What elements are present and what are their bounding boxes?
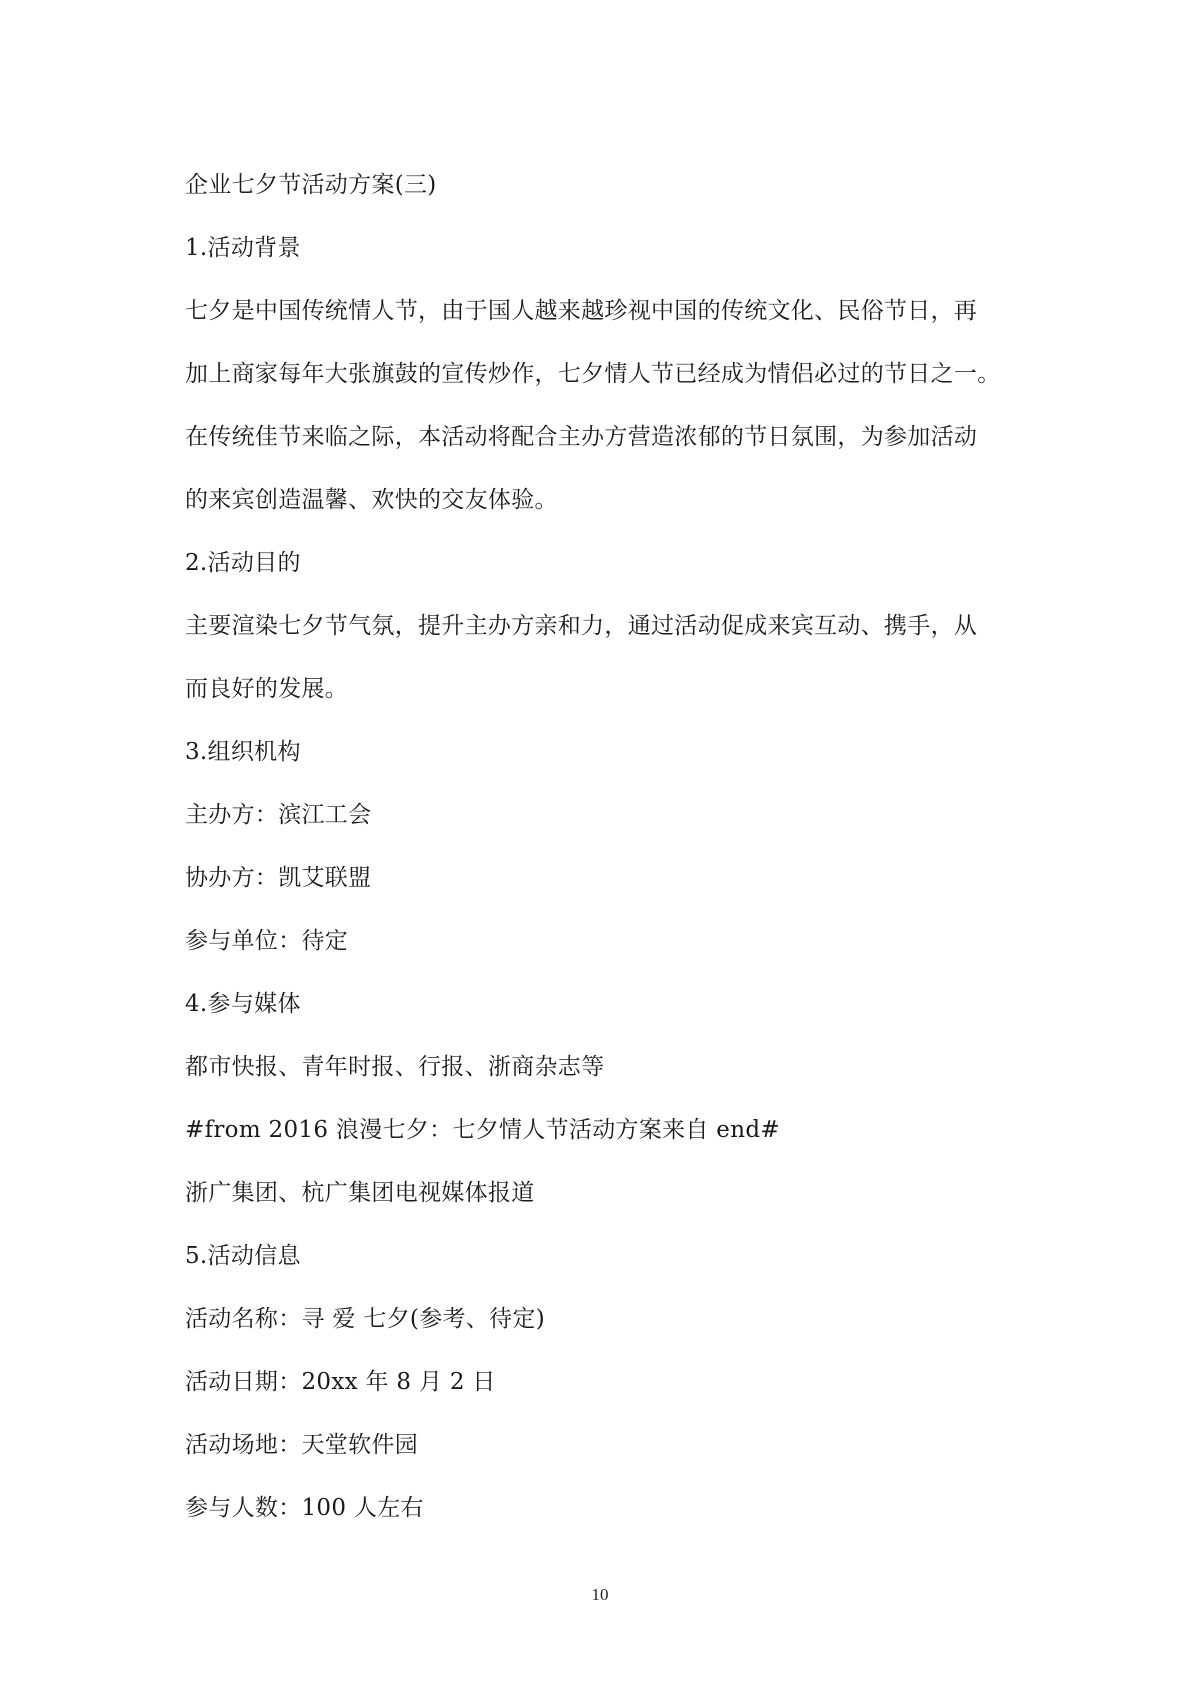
co-organizer-line: 协办方：凯艾联盟	[185, 865, 372, 891]
section-heading-purpose: 2.活动目的	[185, 550, 301, 576]
event-date-line: 活动日期：20xx 年 8 月 2 日	[185, 1369, 496, 1395]
paragraph-line: 而良好的发展。	[185, 676, 349, 702]
section-heading-media: 4.参与媒体	[185, 991, 301, 1017]
paragraph-line: 加上商家每年大张旗鼓的宣传炒作，七夕情人节已经成为情侣必过的节日之一。	[185, 361, 1001, 387]
media-list-line: 浙广集团、杭广集团电视媒体报道	[185, 1180, 535, 1206]
participant-units-line: 参与单位：待定	[185, 928, 349, 954]
document-title: 企业七夕节活动方案(三)	[185, 172, 437, 198]
paragraph-line: 的来宾创造温馨、欢快的交友体验。	[185, 487, 558, 513]
page-number: 10	[591, 1585, 609, 1604]
organizer-line: 主办方：滨江工会	[185, 802, 372, 828]
section-heading-organization: 3.组织机构	[185, 739, 301, 765]
section-heading-event-info: 5.活动信息	[185, 1243, 301, 1269]
event-name-line: 活动名称：寻 爱 七夕(参考、待定)	[185, 1306, 545, 1332]
attendee-count-line: 参与人数：100 人左右	[185, 1495, 424, 1521]
paragraph-line: 七夕是中国传统情人节，由于国人越来越珍视中国的传统文化、民俗节日，再	[185, 298, 978, 324]
source-note-line: #from 2016 浪漫七夕：七夕情人节活动方案来自 end#	[185, 1117, 780, 1143]
media-list-line: 都市快报、青年时报、行报、浙商杂志等	[185, 1054, 605, 1080]
paragraph-line: 主要渲染七夕节气氛，提升主办方亲和力，通过活动促成来宾互动、携手，从	[185, 613, 978, 639]
event-venue-line: 活动场地：天堂软件园	[185, 1432, 418, 1458]
section-heading-background: 1.活动背景	[185, 235, 301, 261]
document-body	[185, 154, 1045, 1540]
paragraph-line: 在传统佳节来临之际，本活动将配合主办方营造浓郁的节日氛围，为参加活动	[185, 424, 978, 450]
